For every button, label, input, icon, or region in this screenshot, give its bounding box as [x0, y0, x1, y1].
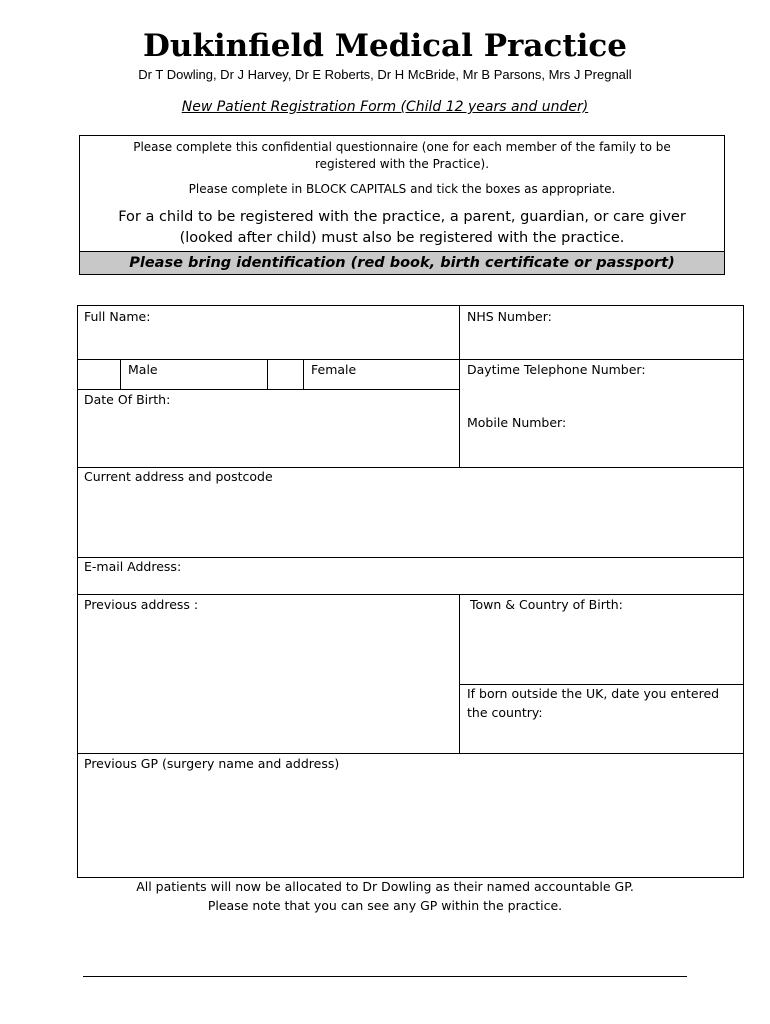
instruction-line-4: For a child to be registered with the practice, a parent, guardian, or care giver [118, 209, 686, 225]
instruction-line-1: Please complete this confidential questionnaire (one for each member of the family to be [133, 140, 671, 154]
uk-entry-label-1: If born outside the UK, date you entered [467, 686, 720, 701]
phone-numbers-field[interactable] [459, 359, 744, 468]
previous-address-field[interactable] [77, 594, 460, 754]
full-name-field[interactable] [77, 305, 460, 360]
doctors-list: Dr T Dowling, Dr J Harvey, Dr E Roberts, Dr H McBride, Mr B Parsons, Mrs J Pregnall [138, 67, 632, 82]
instructions-box [79, 135, 725, 275]
female-label: Female [311, 362, 357, 377]
email-label: E-mail Address: [84, 559, 182, 574]
uk-entry-label-2: the country: [467, 705, 543, 720]
male-checkbox[interactable] [77, 359, 121, 390]
instruction-line-3: Please complete in BLOCK CAPITALS and tick the boxes as appropriate. [188, 182, 616, 196]
email-field[interactable] [77, 557, 744, 595]
previous-gp-label: Previous GP (surgery name and address) [84, 756, 340, 771]
town-country-birth-field[interactable] [459, 594, 744, 685]
female-checkbox[interactable] [267, 359, 304, 390]
full-name-label: Full Name: [84, 309, 151, 324]
identification-notice: Please bring identification (red book, birth certificate or passport) [80, 251, 724, 274]
female-option [303, 359, 460, 390]
male-option [120, 359, 268, 390]
footer-allocation-note: All patients will now be allocated to Dr Dowling as their named accountable GP. [136, 879, 634, 894]
form-title: New Patient Registration Form (Child 12 years and under) [181, 99, 589, 115]
footer-gp-note: Please note that you can see any GP within the practice. [207, 898, 563, 913]
date-of-birth-field[interactable] [77, 389, 460, 468]
male-label: Male [128, 362, 158, 377]
previous-gp-field[interactable] [77, 753, 744, 878]
date-of-birth-label: Date Of Birth: [84, 392, 171, 407]
nhs-number-field[interactable] [459, 305, 744, 360]
uk-entry-date-field[interactable] [459, 684, 744, 754]
bottom-rule [83, 976, 687, 977]
current-address-field[interactable] [77, 467, 744, 558]
town-country-birth-label: Town & Country of Birth: [470, 597, 623, 612]
practice-name: Dukinfield Medical Practice [142, 28, 628, 64]
instruction-line-2: registered with the Practice). [314, 157, 490, 171]
current-address-label: Current address and postcode [84, 469, 273, 484]
daytime-phone-label: Daytime Telephone Number: [467, 362, 646, 377]
instruction-line-5: (looked after child) must also be registered with the practice. [179, 230, 625, 246]
previous-address-label: Previous address : [84, 597, 199, 612]
nhs-number-label: NHS Number: [467, 309, 552, 324]
mobile-number-label: Mobile Number: [467, 415, 567, 430]
